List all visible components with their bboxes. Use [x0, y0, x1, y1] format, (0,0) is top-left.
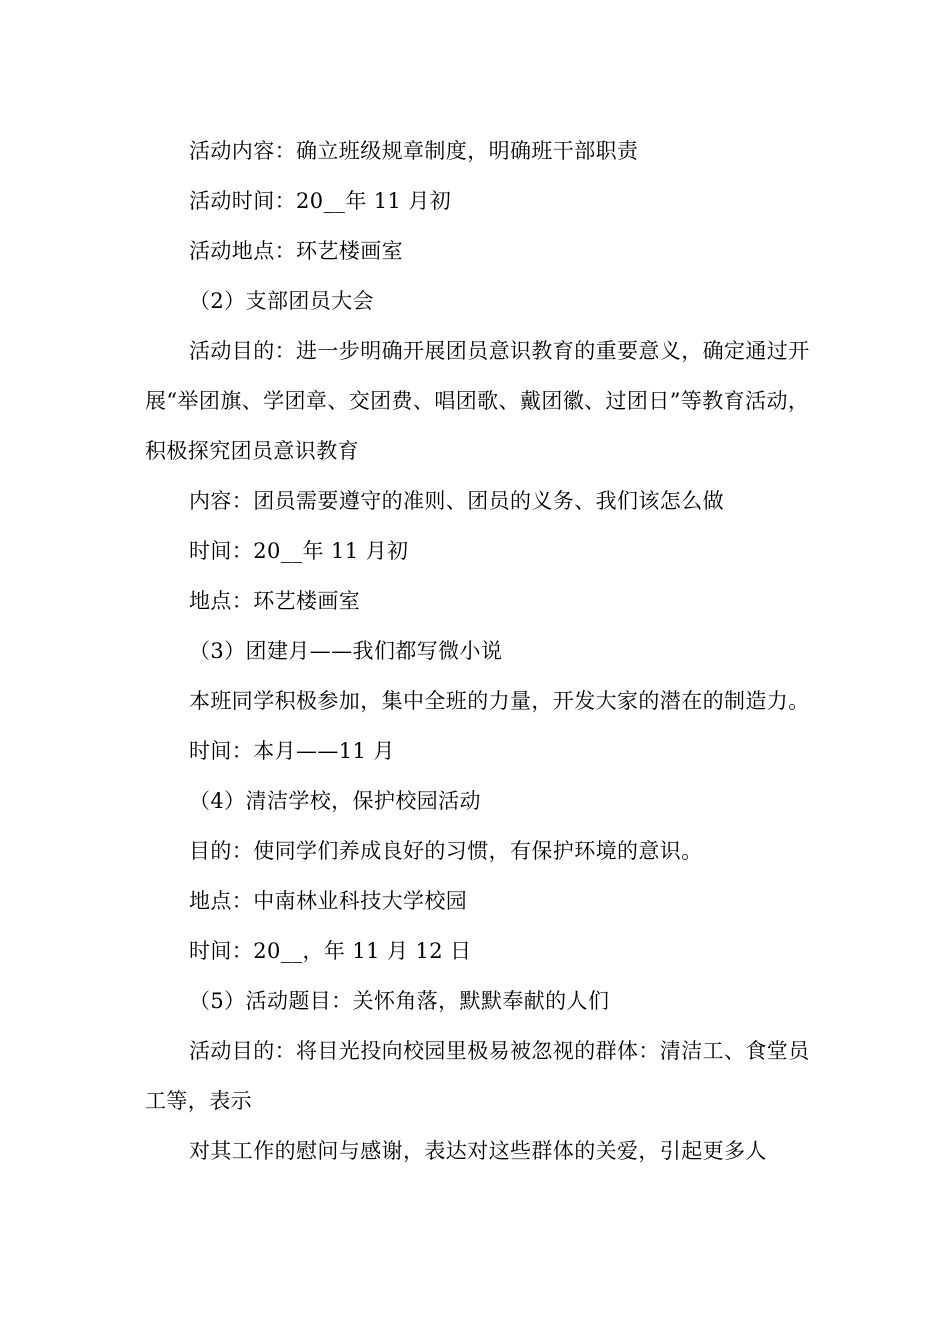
document-body	[145, 126, 810, 1176]
paragraph-activity-time: 活动时间：20__年 11 月初	[189, 189, 452, 213]
paragraph-participation: 本班同学积极参加，集中全班的力量，开发大家的潜在的制造力。	[189, 689, 810, 713]
paragraph-gratitude: 对其工作的慰问与感谢，表达对这些群体的关爱，引起更多人	[189, 1139, 767, 1163]
paragraph-location-campus: 地点：中南林业科技大学校园	[189, 889, 468, 913]
paragraph-time-date: 时间：20__，年 11 月 12 日	[189, 939, 472, 963]
paragraph-content: 内容：团员需要遵守的准则、团员的义务、我们该怎么做	[189, 489, 724, 513]
paragraph-time-month: 时间：本月——11 月	[189, 739, 395, 763]
section-heading-4: （4）清洁学校，保护校园活动	[189, 789, 481, 813]
paragraph-purpose-clean: 目的：使同学们养成良好的习惯，有保护环境的意识。	[189, 839, 703, 863]
paragraph-time: 时间：20__年 11 月初	[189, 539, 409, 563]
paragraph-activity-location: 活动地点：环艺楼画室	[189, 239, 403, 263]
paragraph-purpose-care: 活动目的：将目光投向校园里极易被忽视的群体：清洁工、食堂员工等，表示	[145, 1039, 810, 1113]
section-heading-5: （5）活动题目：关怀角落，默默奉献的人们	[189, 989, 610, 1013]
section-heading-2: （2）支部团员大会	[189, 289, 374, 313]
paragraph-location: 地点：环艺楼画室	[189, 589, 361, 613]
section-heading-3: （3）团建月——我们都写微小说	[189, 639, 503, 663]
paragraph-activity-purpose: 活动目的：进一步明确开展团员意识教育的重要意义，确定通过开展“举团旗、学团章、交团费、唱团歌、戴团徽、过团日”等教育活动，积极探究团员意识教育	[145, 339, 810, 463]
paragraph-activity-content: 活动内容：确立班级规章制度，明确班干部职责	[189, 139, 639, 163]
